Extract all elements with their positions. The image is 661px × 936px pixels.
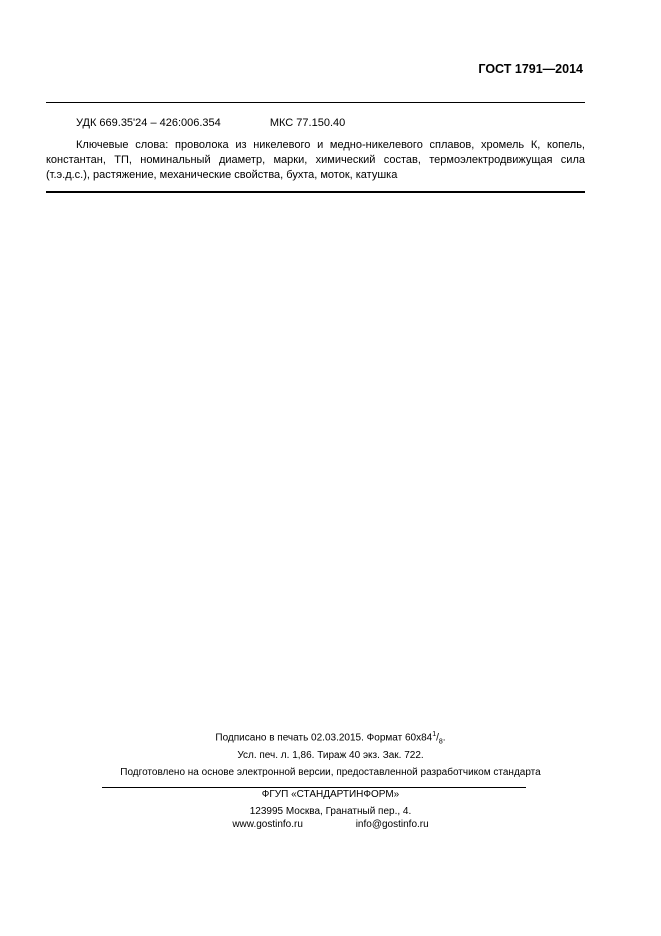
format-slash: /: [436, 732, 439, 744]
format-sup: 1: [432, 731, 437, 738]
publisher-divider: [102, 787, 526, 788]
print-sheets: Усл. печ. л. 1,86. Тираж 40 экз. Зак. 722.: [237, 750, 424, 761]
email-link[interactable]: info@gostinfo.ru: [355, 819, 429, 830]
format-end: .: [442, 732, 446, 744]
signed-to-print: [0, 731, 661, 745]
website-link[interactable]: www.gostinfo.ru: [232, 819, 303, 830]
keywords-paragraph: Ключевые слова: проволока из никелевого и медно-никелевого сплавов, хромель К, копель, константан, ТП, номинальный диаметр, марки, химический состав, термоэлектродвижущая сила (т.э.д.с.), растяжение, механические свойства, бухта, моток, катушка: [46, 139, 585, 181]
publisher-address: 123995 Москва, Гранатный пер., 4.: [249, 806, 412, 817]
publisher-contacts: [0, 819, 661, 830]
prepared-note: Подготовлено на основе электронной версии, предоставленной разработчиком стандарта: [120, 767, 541, 778]
mks-code: МКС 77.150.40: [269, 117, 346, 129]
keywords-divider: [46, 191, 585, 193]
document-code: ГОСТ 1791—2014: [478, 62, 583, 76]
top-divider: [46, 102, 585, 103]
udk-code: УДК 669.35'24 – 426:006.354: [76, 117, 221, 129]
publisher-name: ФГУП «СТАНДАРТИНФОРМ»: [261, 789, 400, 800]
format-sub: 8: [438, 738, 443, 746]
classification-codes: [76, 117, 345, 129]
signed-text: Подписано в печать 02.03.2015. Формат 60x84: [215, 732, 433, 744]
